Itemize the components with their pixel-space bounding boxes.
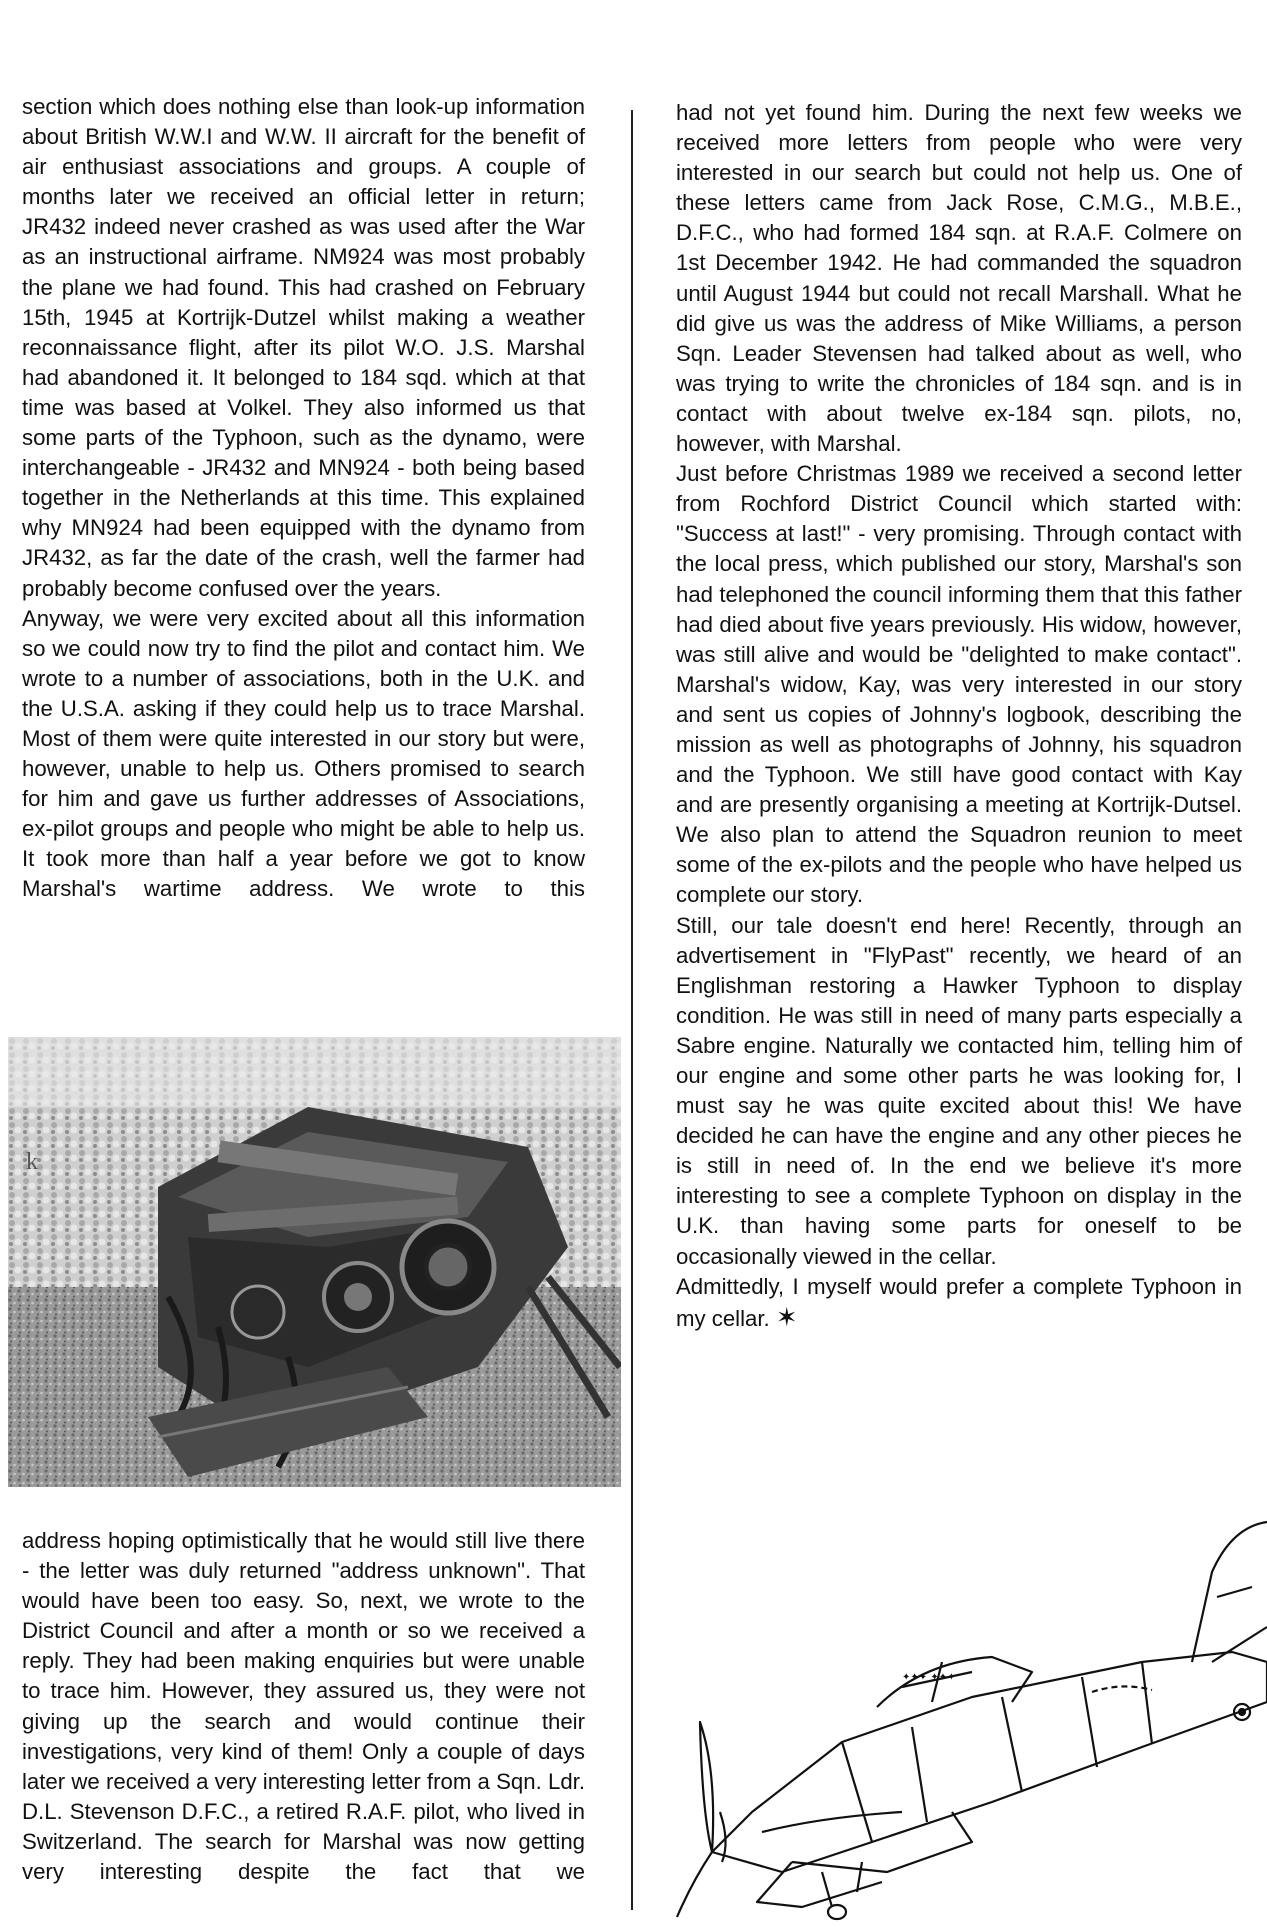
end-mark-icon: ✶ [775,1301,798,1332]
paragraph: Anyway, we were very excited about all this information so we could now try to find the pilot and contact him. We wrote to a number of associations, both in the U.K. and the U.S.A. asking if they could help us to trace Marshal. Most of them were quite interested in our story but were, however, unable to help us. Others promised to search for him and gave us further addresses of Associations, ex-pilot groups and people who might be able to help us. It took more than half a year before we got to know Marshal's wartime address. We wrote to this [22,605,585,902]
sabre-engine-image [8,1037,621,1487]
column-divider [631,110,633,1910]
final-text: Admittedly, I myself would prefer a complete Typhoon in my cellar. [676,1273,1242,1331]
svg-text:✦✦✦ ✦✦✦: ✦✦✦ ✦✦✦ [902,1672,956,1683]
paragraph: Still, our tale doesn't end here! Recently, through an advertisement in "FlyPast" recently, we heard of an Englishman restoring a Hawker Typhoon to display condition. He was still in need of many parts especially a Sabre engine. Naturally we contacted him, telling him of our engine and some other parts he was looking for, I must say he was quite excited about this! We have decided he can have the engine and any other pieces he is still in need of. In the end we believe it's more interesting to see a complete Typhoon on display in the U.K. than having some parts for oneself to be occasionally viewed in the cellar. [676,912,1242,1269]
paragraph: Just before Christmas 1989 we received a second letter from Rochford District Council which started with: "Success at last!" - very promising. Through contact with the local press, which published our story, Marshal's son had telephoned the council informing them that this father had died about five years previously. His widow, however, was still alive and would be "delighted to make contact". Marshal's widow, Kay, was very interested in our story and sent us copies of Johnny's logbook, describing the mission as well as photographs of Johnny, his squadron and the Typhoon. We still have good contact with Kay and are presently organising a meeting at Kortrijk-Dutsel. We also plan to attend the Squadron reunion to meet some of the ex-pilots and the people who have helped us complete our story. [676,461,1242,908]
paragraph: section which does nothing else than look-up information about British W.W.I and W.W. II aircraft for the benefit of air enthusiast associations and groups. A couple of months later we received an official letter in return; JR432 indeed never crashed as was used after the War as an instructional airframe. NM924 was most probably the plane we had found. This had crashed on February 15th, 1945 at Kortrijk-Dutzel whilst making a weather reconnaissance flight, after its pilot W.O. J.S. Marshal had abandoned it. It belonged to 184 sqd. which at that time was based at Volkel. They also informed us that some parts of the Typhoon, such as the dynamo, were interchangeable - JR432 and MN924 - both being based together in the Netherlands at this time. This explained why MN924 had been equipped with the dynamo from JR432, as far the date of the crash, well the farmer had probably become confused over the years. [22,94,585,601]
engine-photo [8,1037,621,1487]
svg-text:k: k [26,1149,38,1175]
typhoon-line-drawing [672,1512,1267,1922]
paragraph: address hoping optimistically that he would still live there - the letter was duly returned "address unknown". That would have been too easy. So, next, we wrote to the District Council and after a month or so we received a reply. They had been making enquiries but were unable to trace him. However, they assured us, they were not giving up the search and would continue their investigations, very kind of them! Only a couple of days later we received a very interesting letter from a Sqn. Ldr. D.L. Stevenson D.F.C., a retired R.A.F. pilot, who lived in Switzerland. The search for Marshal was now getting very interesting despite the fact that we [22,1528,585,1885]
left-column-bottom [22,1526,585,1887]
paragraph-final [676,1272,1242,1334]
paragraph: had not yet found him. During the next few weeks we received more letters from people who were very interested in our search but could not help us. One of these letters came from Jack Rose, C.M.G., M.B.E., D.F.C., who had formed 184 sqn. at R.A.F. Colmere on 1st December 1942. He had commanded the squadron until August 1944 but could not recall Marshall. What he did give us was the address of Mike Williams, a person Sqn. Leader Stevensen had talked about as well, who was trying to write the chronicles of 184 sqn. and is in contact with about twelve ex-184 sqn. pilots, no, however, with Marshal. [676,100,1242,457]
left-column-top [22,92,585,905]
hawker-typhoon-illustration [672,1512,1267,1922]
right-column [676,98,1242,1334]
